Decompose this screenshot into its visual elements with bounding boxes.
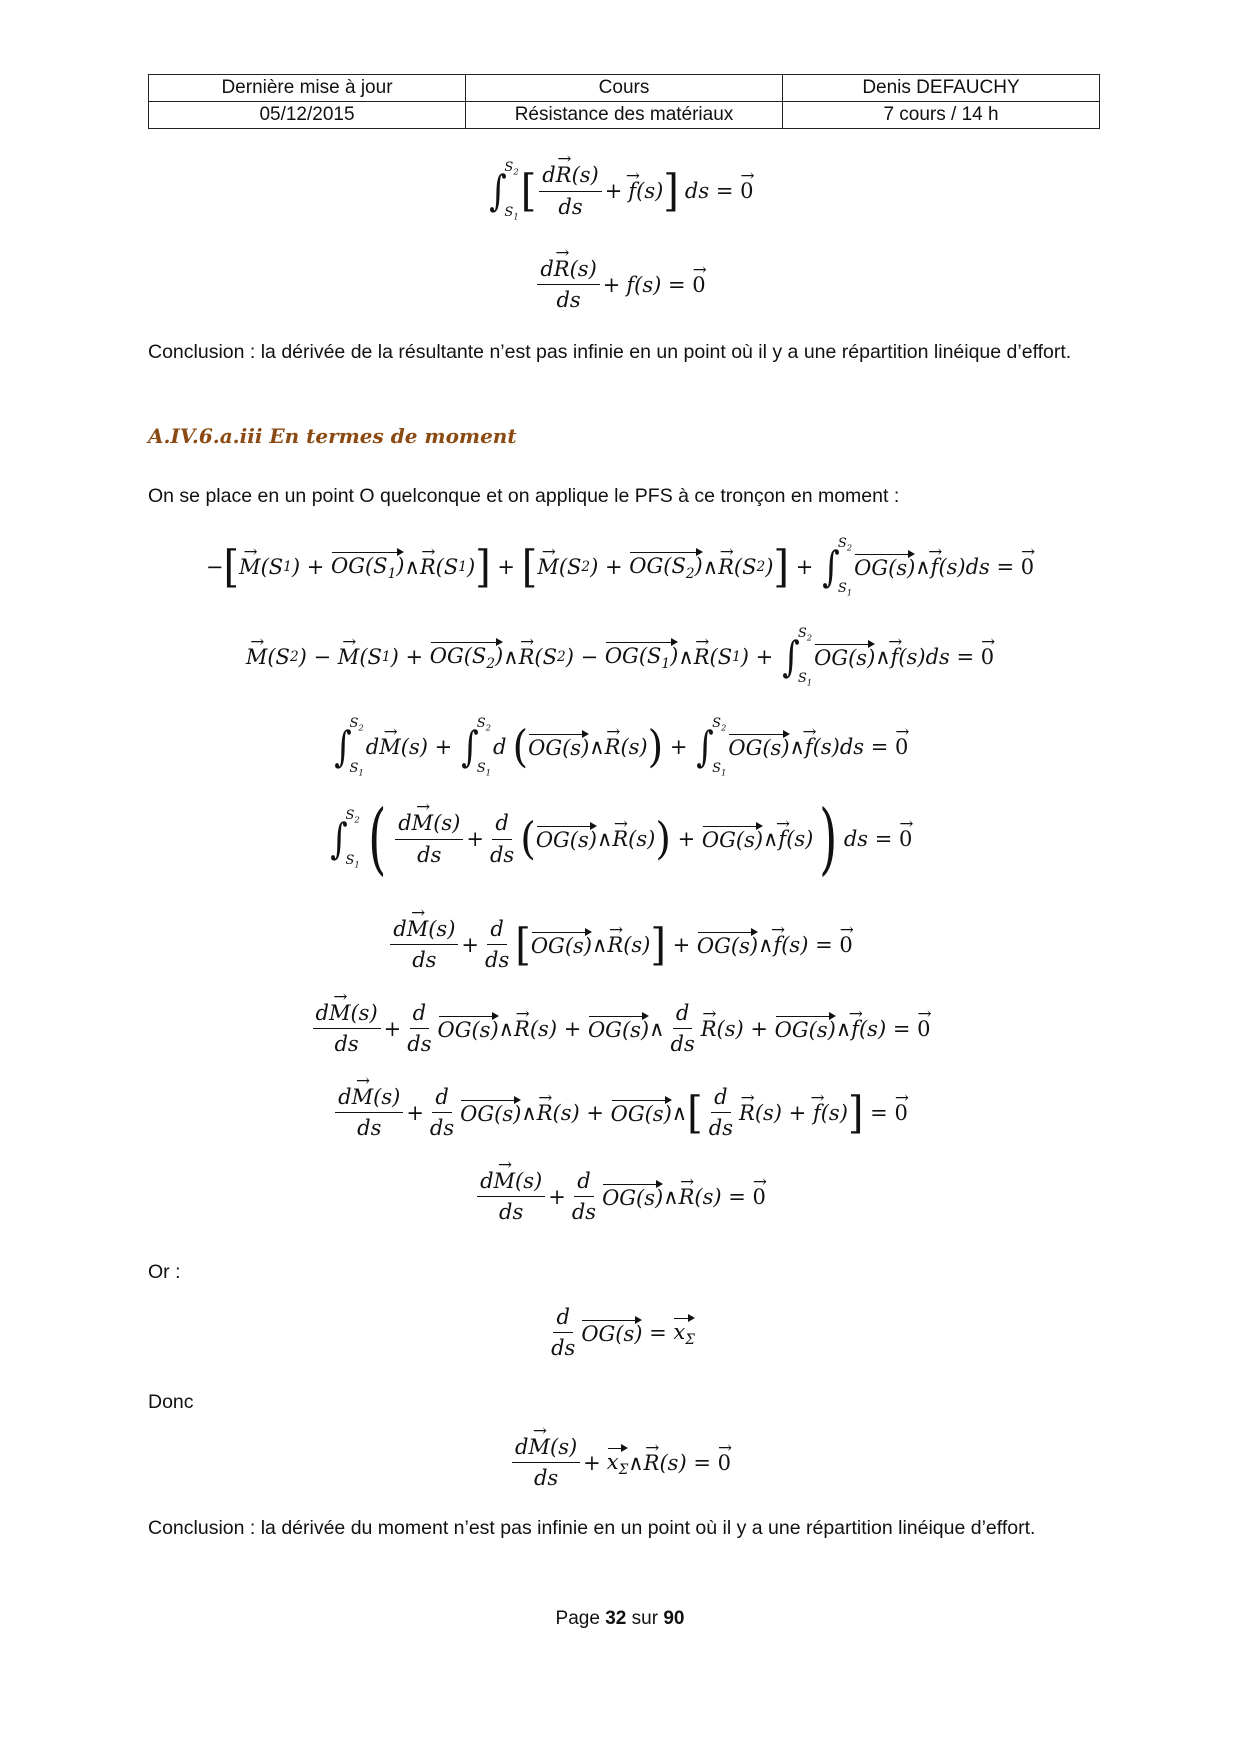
header-table (148, 74, 1100, 129)
page-footer (0, 1608, 1240, 1630)
equation-derivative-og: $\frac{d}{ds}$ OG(s) = $x_\Sigma$ (551, 1305, 695, 1361)
equation-integral-combined: ∫ $S_2$ $S_1$ ( $\frac{d\to M(s)}{ds}$ + $\frac{d}{ds}$ ( OG(s) ∧ → R (s) ) + OG(s) ∧ → f (s) ) ds = → 0 (0, 800, 1240, 878)
equation-pfs-moment: − [ → M (S 1 ) + $OG(S_1)$ ∧ → R (S 1 ) ] + [ → M (S 2 ) + $OG(S_2)$ ∧ → R (S 2 ) ] + ∫ $S_2$ $S_1$ OG(s) ∧ → f (s)ds = → 0 (0, 536, 1240, 598)
equation-integral-resultant: ∫ $S_2$ $S_1$ [ $\frac{d\to R(s)}{ds}$ + → f (s) ] ds = → 0 (0, 160, 1240, 222)
equation-integral-differentials: ∫ $S_2$ $S_1$ d → M (s) + ∫ $S_2$ $S_1$ d ( OG(s) ∧ → R (s) ) + ∫ $S_2$ $S_1$ OG(s) ∧ → f (s)ds = → 0 (0, 716, 1240, 778)
footer-page-number: 32 (605, 1608, 627, 1629)
conclusion-resultant: Conclusion : la dérivée de la résultante n’est pas infinie en un point où il y a une répartition linéique d’effort. (148, 341, 1072, 363)
footer-sur-label: sur (631, 1608, 659, 1629)
conclusion-moment: Conclusion : la dérivée du moment n’est pas infinie en un point où il y a une répartition linéique d’effort. (148, 1517, 1036, 1539)
equation-local-moment-4: $\frac{d\to M(s)}{ds}$ + $\frac{d}{ds}$ OG(s) ∧ → R (s) = → 0 (0, 1168, 1240, 1226)
intro-paragraph: On se place en un point O quelconque et on applique le PFS à ce tronçon en moment : (148, 485, 900, 507)
footer-page-total: 90 (663, 1608, 685, 1629)
header-type-label: Cours (466, 75, 783, 102)
equation-local-moment-1: $\frac{d\to M(s)}{ds}$ + $\frac{d}{ds}$ [ OG(s) ∧ → R (s) ] + OG(s) ∧ → f (s) = → 0 (0, 916, 1240, 974)
header-date: 05/12/2015 (149, 102, 466, 129)
header-author: Denis DEFAUCHY (783, 75, 1100, 102)
equation-local-moment-3: $\frac{d\to M(s)}{ds}$ + $\frac{d}{ds}$ OG(s) ∧ → R (s) + OG(s) ∧ [ $\frac{d}{ds}$ → R (s) + → f (s) ] = → 0 (0, 1084, 1240, 1142)
equation-local-moment-2: $\frac{d\to M(s)}{ds}$ + $\frac{d}{ds}$ OG(s) ∧ → R (s) + OG(s) ∧ $\frac{d}{ds}$ → R (s) + OG(s) ∧ → f (s) = → 0 (0, 1000, 1240, 1058)
section-heading: A.IV.6.a.iii En termes de moment (148, 424, 517, 448)
donc-label: Donc (148, 1391, 194, 1413)
footer-page-label: Page (555, 1608, 600, 1629)
or-label: Or : (148, 1261, 181, 1283)
header-course-title: Résistance des matériaux (466, 102, 783, 129)
equation-final-moment: $\frac{d\to M(s)}{ds}$ + $x_\Sigma$ ∧ → R (s) = → 0 (0, 1434, 1240, 1492)
header-duration: 7 cours / 14 h (783, 102, 1100, 129)
equation-pfs-moment-expanded: → M (S 2 ) − → M (S 1 ) + $OG(S_2)$ ∧ → R (S 2 ) − $OG(S_1)$ ∧ → R (S 1 ) + ∫ $S_2$ $S_1$ OG(s) ∧ → f (s)ds = → 0 (0, 626, 1240, 688)
equation-derivative-resultant: $\frac{d\to R(s)}{ds}$ + f(s) = → 0 (0, 256, 1240, 314)
header-last-update-label: Dernière mise à jour (149, 75, 466, 102)
